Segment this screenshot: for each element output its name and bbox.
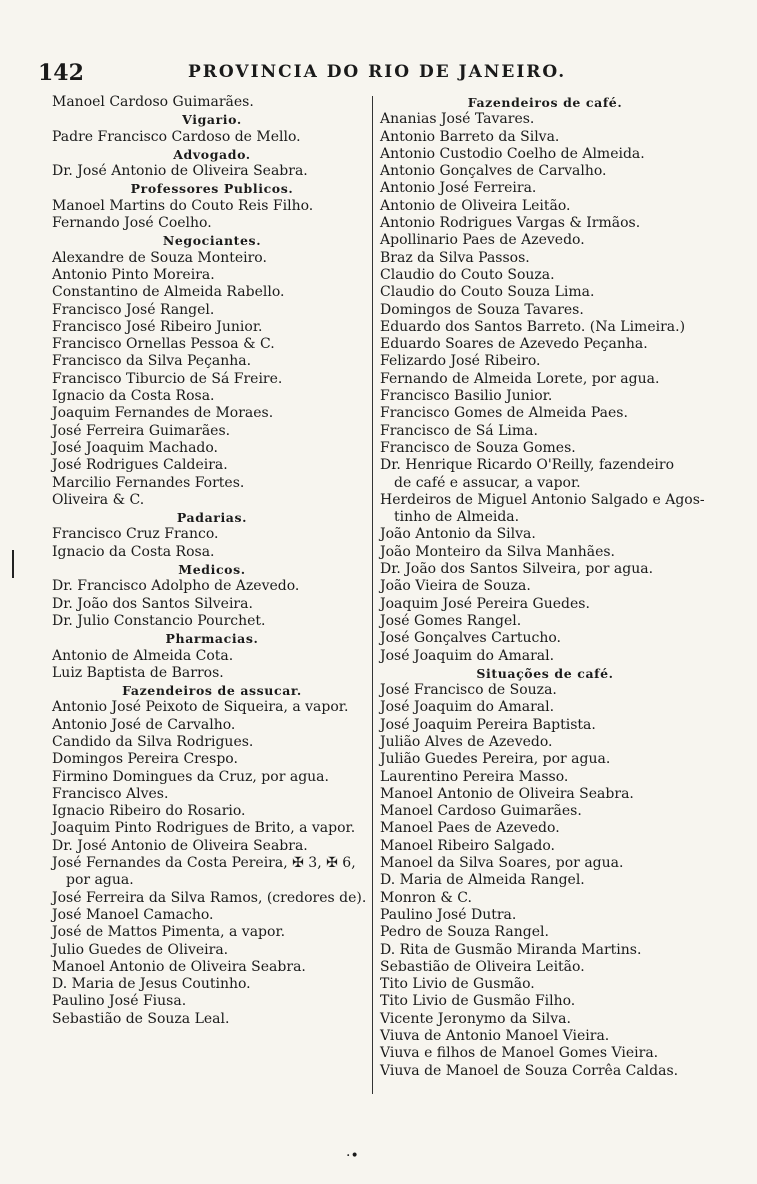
list-entry: Domingos de Souza Tavares. (380, 301, 584, 318)
list-entry: Francisco da Silva Peçanha. (52, 353, 252, 370)
list-entry: Monron & C. (380, 889, 472, 906)
list-entry: Antonio Barreto da Silva. (380, 128, 560, 145)
list-entry: Dr. Julio Constancio Pourchet. (52, 612, 266, 629)
list-entry: D. Maria de Jesus Coutinho. (52, 976, 251, 993)
section-heading: Medicos. (178, 562, 246, 578)
list-entry: Dr. Francisco Adolpho de Azevedo. (52, 578, 300, 595)
list-entry: Francisco Basilio Junior. (380, 388, 553, 405)
list-entry: Luiz Baptista de Barros. (52, 664, 224, 681)
list-entry: José Gonçalves Cartucho. (380, 630, 561, 647)
list-entry: João Monteiro da Silva Manhães. (380, 543, 615, 560)
list-entry: Francisco Cruz Franco. (52, 526, 219, 543)
list-entry: Antonio José Peixoto de Siqueira, a vapor. (52, 699, 349, 716)
list-entry: Alexandre de Souza Monteiro. (52, 249, 267, 266)
list-entry: Antonio José de Carvalho. (52, 716, 236, 733)
footer-mark: ·• (346, 1148, 359, 1164)
list-entry: Joaquim Fernandes de Moraes. (52, 405, 274, 422)
list-entry: Antonio Gonçalves de Carvalho. (380, 163, 607, 180)
margin-mark (12, 550, 14, 578)
list-entry: Viuva de Antonio Manoel Vieira. (380, 1028, 610, 1045)
list-entry: Firmino Domingues da Cruz, por agua. (52, 768, 329, 785)
list-entry: Viuva e filhos de Manoel Gomes Vieira. (380, 1045, 659, 1062)
list-entry: Ignacio da Costa Rosa. (52, 543, 215, 560)
list-entry: Joaquim Pinto Rodrigues de Brito, a vapor. (52, 820, 356, 837)
list-entry: Apollinario Paes de Azevedo. (380, 232, 585, 249)
section-heading: Professores Publicos. (130, 181, 294, 197)
list-entry: Julio Guedes de Oliveira. (52, 941, 229, 958)
list-entry: Francisco Gomes de Almeida Paes. (380, 405, 628, 422)
list-entry: Manoel Cardoso Guimarães. (52, 94, 254, 110)
running-title: PROVINCIA DO RIO DE JANEIRO. (188, 62, 567, 82)
section-heading: Fazendeiros de assucar. (122, 683, 302, 699)
list-entry: Dr. José Antonio de Oliveira Seabra. (52, 837, 308, 854)
list-entry: Francisco Alves. (52, 785, 169, 802)
list-entry: José Gomes Rangel. (380, 612, 522, 629)
list-entry: Francisco Ornellas Pessoa & C. (52, 336, 275, 353)
list-entry: José Joaquim Machado. (52, 439, 219, 456)
list-entry: Pedro de Souza Rangel. (380, 924, 549, 941)
list-entry: Manoel Cardoso Guimarães. (380, 803, 582, 820)
list-entry: Dr. João dos Santos Silveira. (52, 595, 253, 612)
section-heading: Vigario. (182, 112, 242, 128)
list-entry: José Ferreira Guimarães. (52, 422, 231, 439)
list-entry: Julião Alves de Azevedo. (380, 733, 553, 750)
page-number: 142 (38, 60, 84, 86)
list-entry: José Manoel Camacho. (52, 906, 214, 923)
list-entry: José Francisco de Souza. (380, 682, 557, 699)
list-entry: D. Maria de Almeida Rangel. (380, 872, 585, 889)
list-entry: Dr. Henrique Ricardo O'Reilly, fazendeiro (380, 457, 674, 474)
list-entry: Antonio José Ferreira. (380, 180, 537, 197)
list-entry: Ignacio Ribeiro do Rosario. (52, 803, 246, 820)
list-entry: João Vieira de Souza. (380, 578, 531, 595)
right-column (380, 94, 710, 1080)
list-entry: Francisco Tiburcio de Sá Freire. (52, 370, 283, 387)
list-entry: Joaquim José Pereira Guedes. (380, 595, 590, 612)
list-entry: Francisco José Rangel. (52, 301, 215, 318)
list-entry: Oliveira & C. (52, 491, 145, 508)
list-entry: Manoel Antonio de Oliveira Seabra. (52, 958, 306, 975)
list-entry: D. Rita de Gusmão Miranda Martins. (380, 941, 642, 958)
list-entry: Viuva de Manoel de Souza Corrêa Caldas. (380, 1062, 679, 1079)
list-entry: José Joaquim do Amaral. (380, 699, 555, 716)
list-entry: Claudio do Couto Souza Lima. (380, 284, 595, 301)
list-entry: Francisco José Ribeiro Junior. (52, 318, 263, 335)
list-entry: José Joaquim do Amaral. (380, 647, 555, 664)
list-entry: Eduardo Soares de Azevedo Peçanha. (380, 336, 648, 353)
list-entry: José Joaquim Pereira Baptista. (380, 716, 596, 733)
list-entry: José Ferreira da Silva Ramos, (credores de). (52, 889, 367, 906)
list-entry: Tito Livio de Gusmão Filho. (380, 993, 576, 1010)
list-entry: Domingos Pereira Crespo. (52, 751, 238, 768)
list-entry: Vicente Jeronymo da Silva. (380, 1010, 571, 1027)
list-entry: Claudio do Couto Souza. (380, 266, 555, 283)
list-entry: Ananias José Tavares. (380, 111, 535, 128)
list-entry: Antonio de Almeida Cota. (52, 647, 234, 664)
list-entry: Candido da Silva Rodrigues. (52, 733, 254, 750)
section-heading: Fazendeiros de café. (467, 95, 623, 110)
list-entry: Braz da Silva Passos. (380, 249, 530, 266)
list-entry: Antonio Pinto Moreira. (52, 266, 215, 283)
list-entry: Julião Guedes Pereira, por agua. (380, 751, 611, 768)
list-entry: Antonio Rodrigues Vargas & Irmãos. (380, 215, 641, 232)
list-entry: José Fernandes da Costa Pereira, ✠ 3, ✠ 6, (52, 855, 356, 872)
list-entry: Paulino José Fiusa. (52, 993, 187, 1010)
list-entry: Marcilio Fernandes Fortes. (52, 474, 245, 491)
section-heading: Padarias. (176, 510, 248, 526)
section-heading: Situações de café. (476, 665, 614, 681)
list-entry: Laurentino Pereira Masso. (380, 768, 569, 785)
list-entry: Constantino de Almeida Rabello. (52, 284, 285, 301)
list-entry: Fernando de Almeida Lorete, por agua. (380, 370, 660, 387)
list-entry: Manoel Ribeiro Salgado. (380, 837, 555, 854)
list-entry: Manoel Martins do Couto Reis Filho. (52, 197, 314, 214)
list-entry: Herdeiros de Miguel Antonio Salgado e Agos- (380, 491, 705, 508)
list-entry: Manoel Paes de Azevedo. (380, 820, 560, 837)
left-column (52, 94, 372, 1028)
list-entry: Manoel Antonio de Oliveira Seabra. (380, 785, 634, 802)
list-entry: Sebastião de Oliveira Leitão. (380, 958, 585, 975)
list-entry: José Rodrigues Caldeira. (52, 457, 228, 474)
list-entry: de café e assucar, a vapor. (394, 474, 581, 491)
list-entry: Dr. José Antonio de Oliveira Seabra. (52, 163, 308, 180)
section-heading: Pharmacias. (165, 631, 259, 647)
list-entry: Fernando José Coelho. (52, 215, 212, 232)
list-entry: Tito Livio de Gusmão. (380, 976, 535, 993)
page-header (38, 60, 728, 86)
list-entry: Ignacio da Costa Rosa. (52, 388, 215, 405)
list-entry: Manoel da Silva Soares, por agua. (380, 855, 624, 872)
list-entry: tinho de Almeida. (394, 509, 520, 526)
list-entry: Padre Francisco Cardoso de Mello. (52, 128, 301, 145)
list-entry: Francisco de Sá Lima. (380, 422, 538, 439)
list-entry: Sebastião de Souza Leal. (52, 1010, 230, 1027)
section-heading: Negociantes. (162, 233, 262, 249)
list-entry: Felizardo José Ribeiro. (380, 353, 541, 370)
list-entry: por agua. (66, 872, 134, 889)
section-heading: Advogado. (173, 146, 251, 162)
list-entry: Antonio Custodio Coelho de Almeida. (380, 145, 645, 162)
column-divider (372, 96, 373, 1094)
list-entry: João Antonio da Silva. (380, 526, 536, 543)
list-entry: Eduardo dos Santos Barreto. (Na Limeira.) (380, 318, 686, 335)
list-entry: Francisco de Souza Gomes. (380, 439, 576, 456)
list-entry: Paulino José Dutra. (380, 906, 517, 923)
list-entry: José de Mattos Pimenta, a vapor. (52, 924, 286, 941)
list-entry: Antonio de Oliveira Leitão. (380, 197, 571, 214)
list-entry: Dr. João dos Santos Silveira, por agua. (380, 561, 654, 578)
